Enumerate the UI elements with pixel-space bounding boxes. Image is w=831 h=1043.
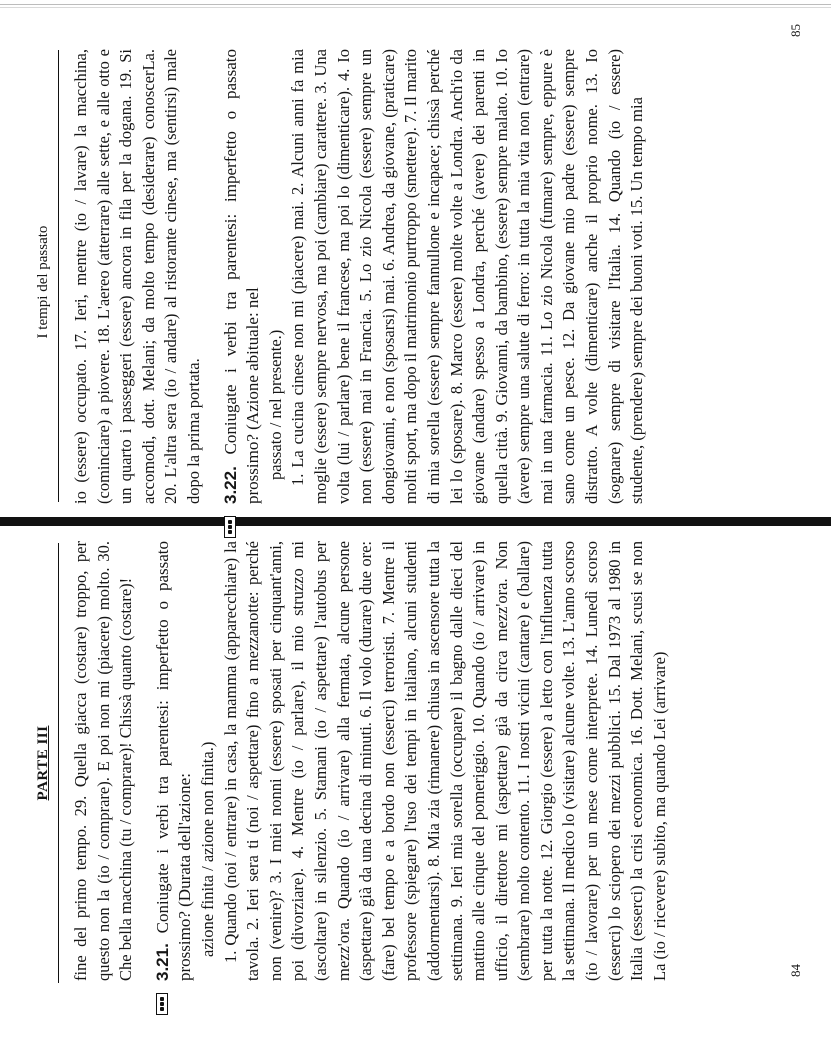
right-running-head: I tempi del passato	[35, 225, 51, 339]
left-head-rule	[58, 543, 59, 983]
exercise-number: 3.22.	[220, 466, 240, 504]
difficulty-icon	[156, 993, 168, 1015]
left-page-content	[70, 541, 671, 981]
right-head-rule	[58, 50, 59, 502]
exercise-subtitle: azione finita / azione non finita.)	[197, 741, 217, 957]
exercise-title: Coniugate i verbi tra parentesi: imperfetto o passato prossimo? (Azione abituale: nel	[220, 49, 263, 504]
left-page-number: 84	[788, 964, 803, 977]
left-running-head: PARTE III	[35, 725, 51, 801]
exercise-3-21	[152, 541, 672, 981]
exercise-subtitle: passato / nel presente.)	[265, 329, 285, 480]
exercise-3-22	[220, 49, 649, 504]
exercise-title: Coniugate i verbi tra parentesi: imperfetto o passato prossimo? (Durata dell'azione:	[152, 541, 195, 981]
difficulty-icon	[224, 516, 236, 538]
exercise-number: 3.21.	[152, 943, 172, 981]
right-intro-text: io (essere) occupato. 17. Ieri, mentre (io / lavare) la macchina, (cominciare) a piovere. 18. L'aereo (atterrare) alle sette, e alle otto e un quarto i passeggeri (essere) ancora in fila per la dogana. 19. Si accomodi, dott. Melani; da molto tempo (desiderare) conoscerLa. 20. L'altra sera (io / andare) al ristorante cinese, ma (sentirsi) male dopo la prima portata.	[71, 49, 203, 504]
right-page-content	[70, 49, 649, 504]
exercise-body: 1. Quando (noi / entrare) in casa, la mamma (apparecchiare) la tavola. 2. Ieri sera ti (noi / aspettare) fino a mezzanotte: perché non (venire)? 3. I miei nonni (essere) sposati per cinquant'anni, poi (divorziare). 4. Mentre (io / parlare), il mio struzzo mi (ascoltare) in silenzio. 5. Stamani (io / aspettare) l'autobus per mezz'ora. Quando (io / arrivare) alla fermata, alcune persone (aspettare) già da una decina di minuti. 6. Il volo (durare) due ore: (fare) bel tempo e a bordo non (esserci) terroristi. 7. Mentre il professore (spiegare) l'uso dei tempi in italiano, alcuni studenti (addormentarsi). 8. Mia zia (rimanere) chiusa in ascensore tutta la settimana. 9. Ieri mia sorella (occupare) il bagno dalle dieci del mattino alle cinque del pomeriggio. 10. Quando (io / arrivare) in ufficio, il direttore mi (aspettare) già da circa mezz'ora. Non (sembrare) molto contento. 11. I nostri vicini (cantare) e (ballare) per tutta la notte. 12. Giorgio (essere) a letto con l'influenza tutta la settimana. Il medico lo (visitare) alcune volte. 13. L'anno scorso (io / lavorare) per un mese come interprete. 14. Lunedì scorso (esserci) lo sciopero dei mezzi pubblici. 15. Dal 1973 al 1980 in Italia (esserci) la crisi economica. 16. Dott. Melani, scusi se non La (io / ricevere) subito, ma quando Lei (arrivare)	[220, 541, 669, 981]
right-page-number: 85	[788, 24, 803, 37]
exercise-body: 1. La cucina cinese non mi (piacere) mai. 2. Alcuni anni fa mia moglie (essere) sempre nervosa, ma poi (cambiare) carattere. 3. Una volta (lui / parlare) bene il francese, ma poi lo (dimenticare). 4. Io non (essere) mai in Francia. 5. Lo zio Nicola (essere) sempre un dongiovanni, e non (sposarsi) mai. 6. Andrea, da giovane, (praticare) molti sport, ma dopo il matrimonio purtroppo (smettere). 7. Il marito di mia sorella (essere) sempre fannullone e incapace; chissà perché lei lo (sposare). 8. Marco (essere) molte volte a Londra. Anch'io da giovane (andare) spesso a Londra, perché (avere) dei parenti in quella città. 9. Giovanni, da bambino, (essere) sempre malato. 10. Io (avere) sempre una salute di ferro: in tutta la mia vita non (entrare) mai in una farmacia. 11. Lo zio Nicola (fumare) sempre, eppure è sano come un pesce. 12. Da giovane mio padre (essere) sempre distratto. A volte (dimenticare) anche il proprio nome. 13. Io (sognare) sempre di visitare l'Italia. 14. Quando (io / essere) studente, (prendere) sempre dei buoni voti. 15. Un tempo mia	[288, 49, 647, 504]
left-intro-text: fine del primo tempo. 29. Quella giacca (costare) troppo, per questo non la (io / comprare). E poi non mi (piacere) molto. 30. Che bella macchina (tu / comprare)! Chissà quanto (costare)!	[71, 541, 136, 981]
left-page	[0, 522, 831, 1043]
